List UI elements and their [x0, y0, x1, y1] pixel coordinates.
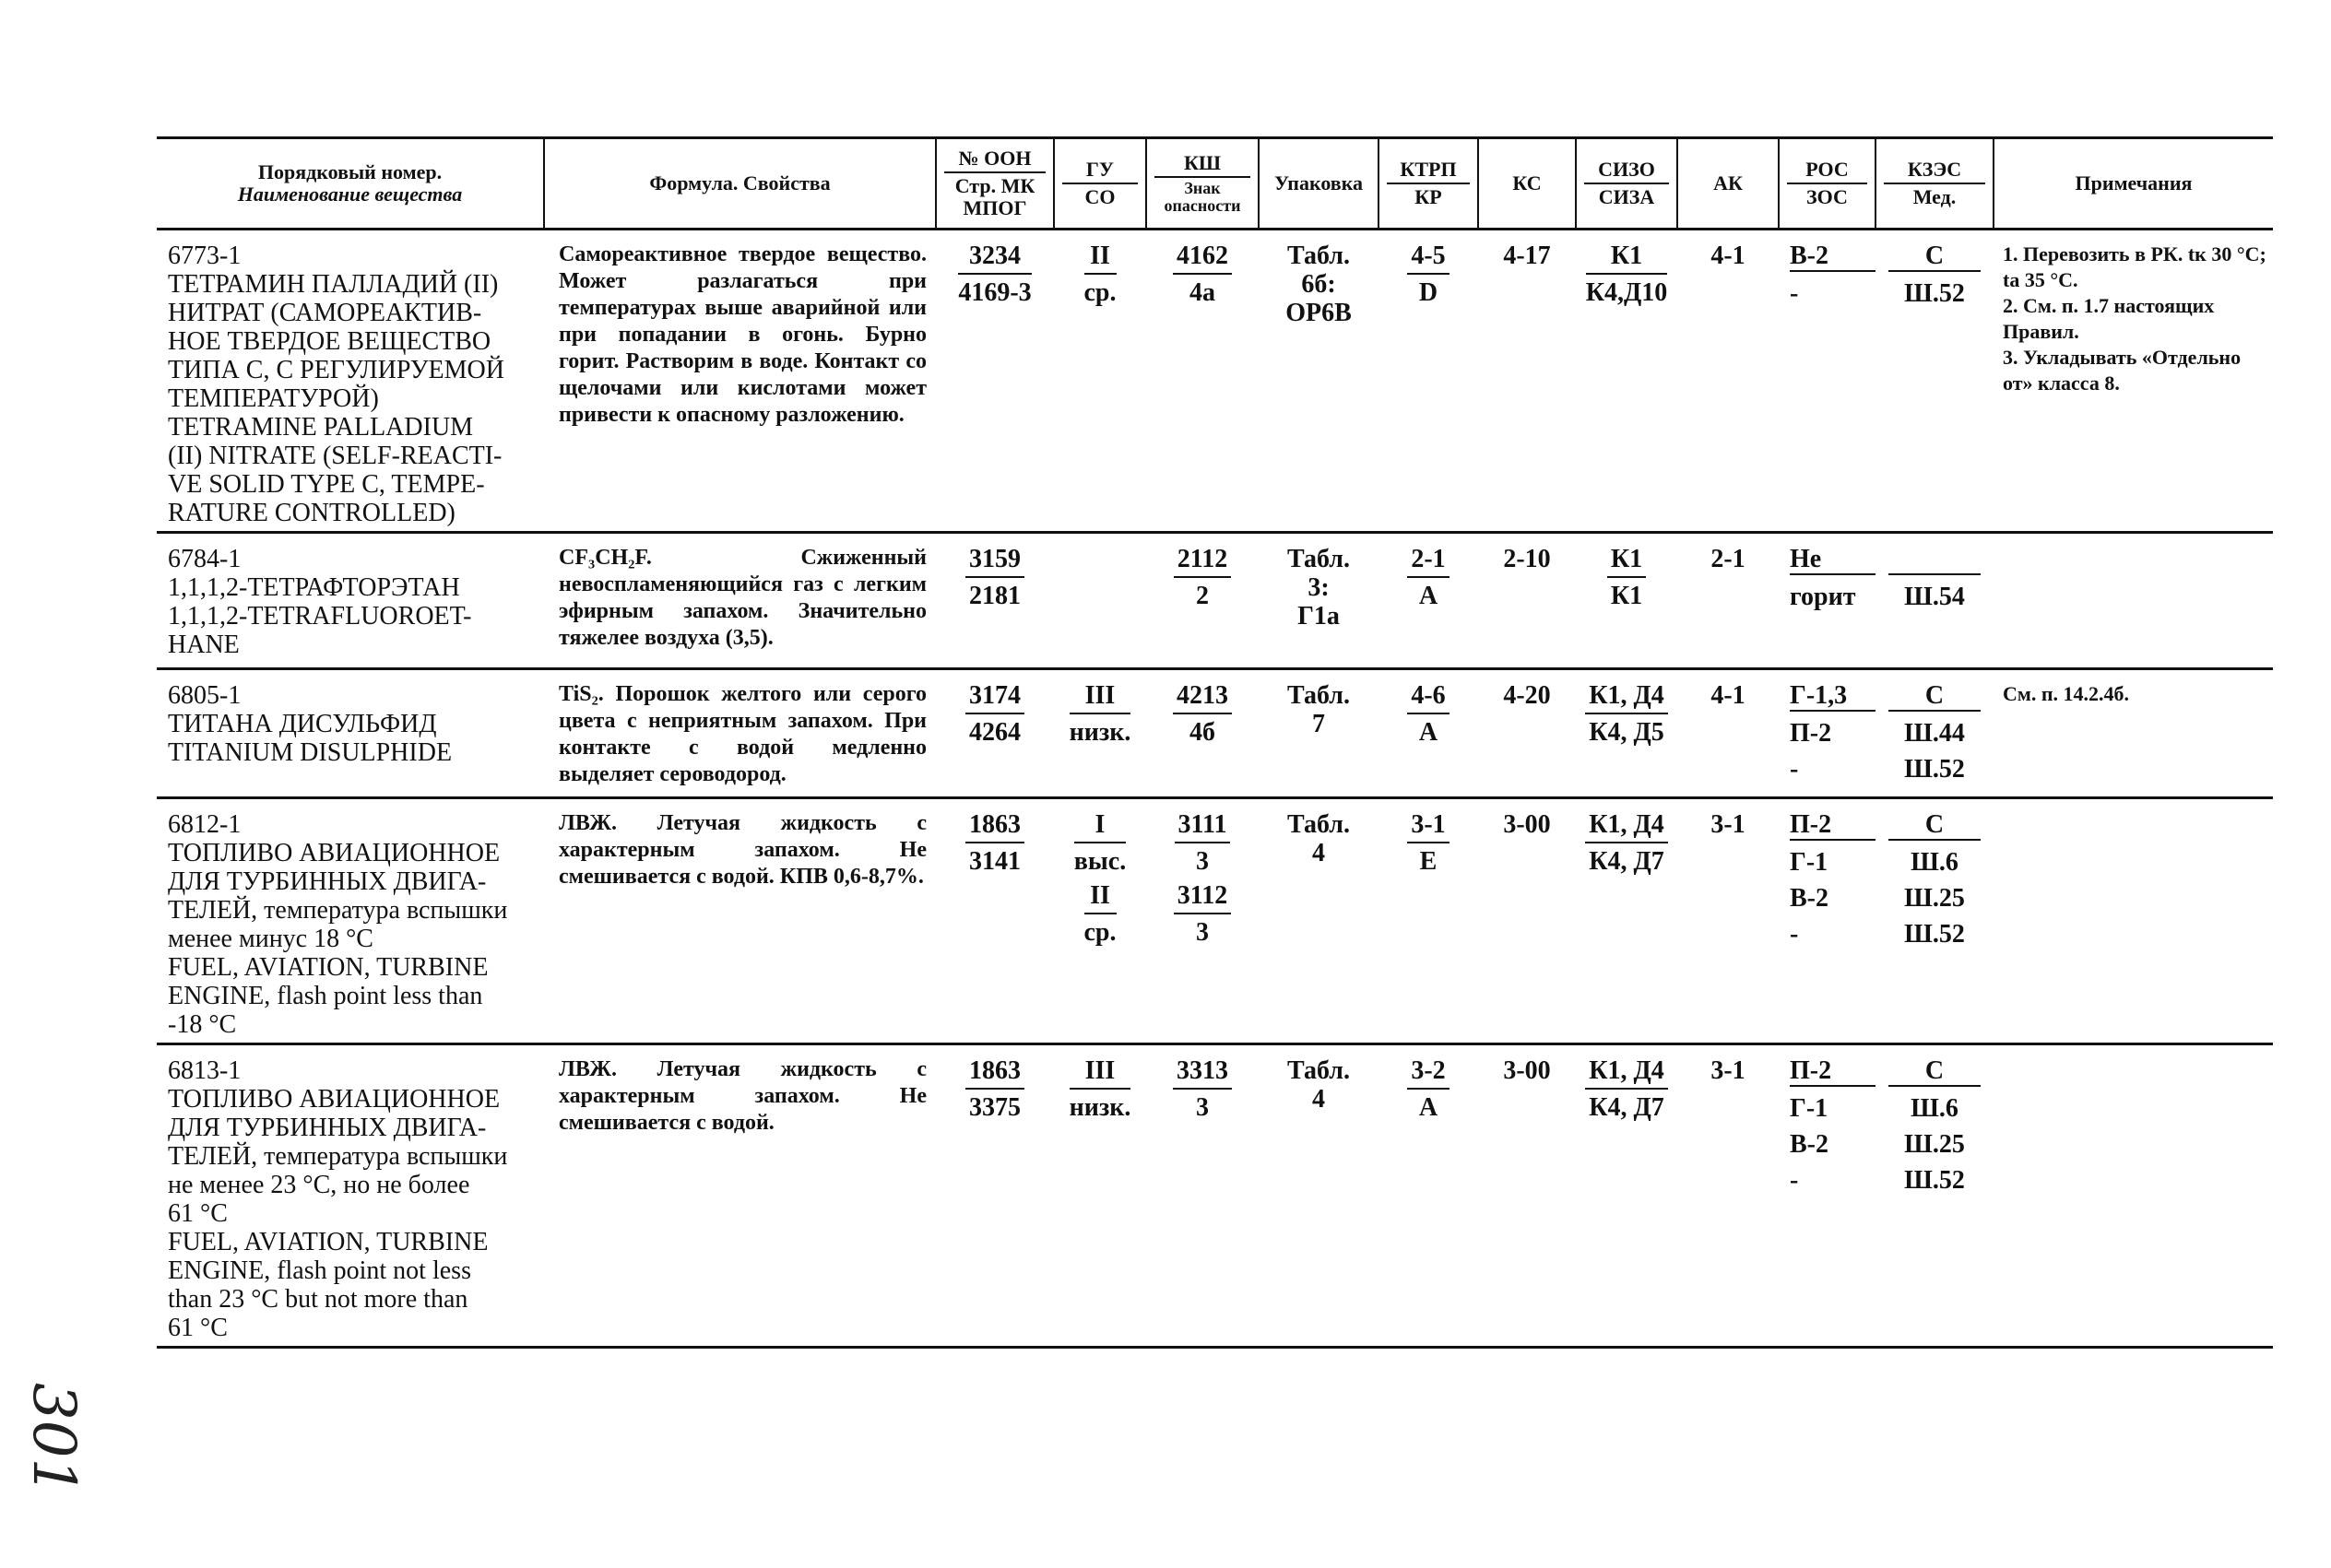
- protection-equipment-top: К1: [1607, 545, 1646, 578]
- header-ktrp: [1378, 138, 1478, 230]
- packing-line: 4: [1312, 1085, 1325, 1114]
- protection-equipment-cell: [1576, 1044, 1677, 1348]
- substance-properties: ЛВЖ. Летучая жидкость с характерным запахом. Не смешивается с водой. КПВ 0,6-8,7%.: [544, 798, 936, 1044]
- header-ksh-bot-1: Знак: [1184, 179, 1221, 197]
- hazard-label-top: 2112: [1174, 545, 1231, 578]
- packing-group-cell: [1054, 669, 1146, 798]
- ros-line: В-2: [1790, 884, 1828, 913]
- header-oon-top: № ООН: [944, 147, 1046, 173]
- hazard-label-bottom: 3: [1196, 918, 1209, 947]
- substance-name-line: FUEL, AVIATION, TURBINE: [168, 1228, 489, 1256]
- un-number-bottom: 4264: [969, 718, 1021, 747]
- substance-name-line: HANE: [168, 631, 240, 659]
- ktrp-fraction: [1407, 681, 1449, 747]
- packing-cell: [1259, 533, 1378, 669]
- ks-code: 3-00: [1478, 1044, 1576, 1348]
- packing-group-fraction: [1084, 242, 1117, 307]
- kzes-line: Ш.52: [1904, 920, 1965, 949]
- ks-code: 4-20: [1478, 669, 1576, 798]
- substance-name-line: RATURE CONTROLLED): [168, 499, 456, 527]
- packing-group-bottom: [1096, 558, 1104, 561]
- substance-name-line: ТЕЛЕЙ, температура вспышки: [168, 1142, 508, 1171]
- protection-equipment-bottom: К4, Д5: [1589, 718, 1664, 747]
- kzes-line: С: [1888, 1056, 1981, 1087]
- ros-line: -: [1790, 1166, 1799, 1195]
- substance-table: [157, 136, 2273, 1349]
- header-oon: [936, 138, 1054, 230]
- table-row: [157, 798, 2273, 1044]
- substance-name-line: 6773-1: [168, 242, 242, 270]
- un-number-top: 3234: [958, 242, 1031, 275]
- header-props: Формула. Свойства: [544, 138, 936, 230]
- packing-group-bottom: низк.: [1069, 718, 1131, 747]
- hazard-label-cell: [1146, 669, 1259, 798]
- ros-line: Г-1: [1790, 1094, 1828, 1123]
- packing-group-top: I: [1074, 810, 1126, 843]
- substance-name-line: не менее 23 °С, но не более: [168, 1171, 470, 1199]
- protection-equipment-bottom: К4, Д7: [1589, 847, 1664, 876]
- ktrp-top: 3-1: [1407, 810, 1449, 843]
- substance-name-line: НИТРАТ (САМОРЕАКТИВ-: [168, 299, 482, 327]
- packing-line: Табл.: [1287, 545, 1350, 573]
- hazard-label-bottom: 3: [1195, 847, 1209, 876]
- protection-equipment-fraction: [1586, 242, 1668, 307]
- hazard-label-fraction: [1175, 810, 1231, 876]
- hazard-label-fraction: [1173, 681, 1232, 747]
- kzes-line: Ш.25: [1904, 884, 1965, 913]
- substance-name-line: ТЕМПЕРАТУРОЙ): [168, 384, 379, 413]
- ktrp-fraction: [1407, 242, 1449, 307]
- protection-equipment-fraction: [1585, 1056, 1668, 1122]
- packing-group-fraction: [1070, 1056, 1131, 1122]
- notes-cell: [1994, 669, 2273, 798]
- packing-line: 3:: [1307, 573, 1330, 602]
- ktrp-cell: [1378, 669, 1478, 798]
- table-row: [157, 669, 2273, 798]
- packing-group-cell: [1054, 798, 1146, 1044]
- protection-equipment-cell: [1576, 798, 1677, 1044]
- kzes-line: Ш.6: [1911, 1094, 1958, 1123]
- kzes-cell: [1875, 669, 1994, 798]
- substance-name-line: ТЕЛЕЙ, температура вспышки: [168, 896, 508, 925]
- protection-equipment-bottom: К4, Д7: [1589, 1093, 1664, 1122]
- packing-group-cell: [1054, 533, 1146, 669]
- substance-name-line: 1,1,1,2-TETRAFLUOROET-: [168, 602, 472, 631]
- hazard-label-fraction: [1174, 545, 1231, 610]
- protection-equipment-fraction: [1607, 545, 1646, 610]
- protection-equipment-cell: [1576, 533, 1677, 669]
- kzes-line: Ш.6: [1911, 848, 1958, 877]
- hazard-label-cell: [1146, 230, 1259, 533]
- kzes-line: С: [1888, 810, 1981, 841]
- hazard-label-top: 4162: [1173, 242, 1232, 275]
- substance-name-line: -18 °С: [168, 1010, 237, 1039]
- ks-code: 3-00: [1478, 798, 1576, 1044]
- substance-name-line: ENGINE, flash point not less: [168, 1256, 471, 1285]
- packing-cell: [1259, 798, 1378, 1044]
- ros-line: -: [1790, 755, 1799, 784]
- substance-name-cell: [157, 1044, 544, 1348]
- ros-line: -: [1790, 920, 1799, 949]
- substance-properties: ЛВЖ. Летучая жидкость с характерным запахом. Не смешивается с водой.: [544, 1044, 936, 1348]
- header-name-line-2: Наименование вещества: [237, 183, 463, 206]
- ktrp-fraction: [1407, 545, 1449, 610]
- kzes-line: Ш.52: [1904, 279, 1965, 308]
- un-number-fraction: [965, 545, 1024, 610]
- substance-name-line: VE SOLID TYPE C, TEMPE-: [168, 470, 485, 499]
- packing-group-cell: [1054, 230, 1146, 533]
- packing-group-fraction: [1074, 810, 1126, 876]
- table-row: [157, 1044, 2273, 1348]
- note-line: 3. Укладывать «Отдельно от» класса 8.: [2003, 346, 2242, 395]
- table-row: [157, 533, 2273, 669]
- ak-code: 3-1: [1677, 1044, 1779, 1348]
- header-ksh-top: КШ: [1154, 152, 1250, 178]
- packing-group-fraction: [1096, 555, 1104, 561]
- ktrp-top: 3-2: [1407, 1056, 1449, 1090]
- substance-name-line: 6784-1: [168, 545, 242, 573]
- packing-group-bottom: выс.: [1073, 847, 1127, 876]
- ak-code: 2-1: [1677, 533, 1779, 669]
- protection-equipment-top: К1: [1586, 242, 1668, 275]
- page-number: 301: [19, 1383, 88, 1496]
- hazard-label-top: 3112: [1174, 881, 1231, 914]
- header-sizo: [1576, 138, 1677, 230]
- header-gu-top: ГУ: [1062, 159, 1138, 184]
- ktrp-bottom: А: [1418, 1093, 1438, 1122]
- packing-group-top: II: [1084, 881, 1117, 914]
- un-number-top: 1863: [965, 810, 1024, 843]
- kzes-line: Ш.25: [1904, 1130, 1965, 1159]
- un-number-fraction: [965, 681, 1024, 747]
- ros-cell: [1779, 533, 1875, 669]
- packing-group-fraction: [1070, 681, 1131, 747]
- packing-line: Г1а: [1297, 602, 1340, 631]
- ros-line: Не: [1790, 545, 1875, 575]
- packing-group-cell: [1054, 1044, 1146, 1348]
- un-number-cell: [936, 533, 1054, 669]
- substance-name-line: ДЛЯ ТУРБИННЫХ ДВИГА-: [168, 1114, 487, 1142]
- ros-line: горит: [1790, 583, 1856, 611]
- packing-line: ОР6В: [1285, 299, 1352, 327]
- substance-name-line: ТОПЛИВО АВИАЦИОННОЕ: [168, 1085, 501, 1114]
- ktrp-top: 4-6: [1407, 681, 1449, 714]
- substance-name-line: ENGINE, flash point less than: [168, 982, 483, 1010]
- substance-name-line: ТОПЛИВО АВИАЦИОННОЕ: [168, 839, 501, 867]
- ros-line: -: [1790, 279, 1799, 308]
- hazard-label-bottom: 4б: [1189, 718, 1215, 747]
- header-ksh: [1146, 138, 1259, 230]
- kzes-line: [1888, 545, 1981, 575]
- hazard-label-cell: [1146, 533, 1259, 669]
- ktrp-bottom: D: [1418, 278, 1438, 307]
- ros-line: П-2: [1790, 719, 1832, 748]
- ks-code: 2-10: [1478, 533, 1576, 669]
- hazard-label-top: 3111: [1175, 810, 1231, 843]
- substance-name-line: менее минус 18 °С: [168, 925, 373, 953]
- un-number-fraction: [965, 1056, 1024, 1122]
- table-row: [157, 230, 2273, 533]
- header-gu-bot: СО: [1084, 185, 1116, 208]
- ak-code: 3-1: [1677, 798, 1779, 1044]
- substance-name-line: 6805-1: [168, 681, 242, 710]
- un-number-bottom: 3141: [969, 847, 1021, 876]
- packing-group-fraction: [1084, 881, 1117, 947]
- ros-line: П-2: [1790, 1056, 1875, 1087]
- header-sizo-top: СИЗО: [1584, 159, 1669, 184]
- substance-name-line: ДЛЯ ТУРБИННЫХ ДВИГА-: [168, 867, 487, 896]
- ktrp-cell: [1378, 798, 1478, 1044]
- header-oon-bot-2: МПОГ: [963, 196, 1027, 219]
- ros-line: П-2: [1790, 810, 1875, 841]
- hazard-label-bottom: 4а: [1189, 278, 1215, 307]
- substance-name-line: than 23 °C but not more than: [168, 1285, 468, 1314]
- ktrp-top: 4-5: [1407, 242, 1449, 275]
- kzes-cell: [1875, 798, 1994, 1044]
- ros-cell: [1779, 1044, 1875, 1348]
- substance-name-cell: [157, 533, 544, 669]
- kzes-cell: [1875, 230, 1994, 533]
- header-notes: Примечания: [1994, 138, 2273, 230]
- protection-equipment-fraction: [1585, 810, 1668, 876]
- protection-equipment-bottom: К4,Д10: [1585, 278, 1668, 307]
- un-number-bottom: 3375: [969, 1093, 1021, 1122]
- hazard-label-top: 4213: [1173, 681, 1232, 714]
- substance-name-line: ТИПА С, С РЕГУЛИРУЕМОЙ: [168, 356, 504, 384]
- header-pack: Упаковка: [1259, 138, 1378, 230]
- note-line: См. п. 14.2.4б.: [2003, 682, 2130, 705]
- un-number-top: 3159: [965, 545, 1024, 578]
- notes-cell: [1994, 230, 2273, 533]
- substance-properties: CF₃CH₂F. Сжиженный невоспламеняющийся газ с легким эфирным запахом. Значительно тяжелее воздуха (3,5).: [544, 533, 936, 669]
- hazard-label-bottom: 3: [1196, 1093, 1209, 1122]
- packing-line: Табл.: [1287, 681, 1350, 710]
- header-ks: КС: [1478, 138, 1576, 230]
- un-number-fraction: [965, 810, 1024, 876]
- substance-name-line: FUEL, AVIATION, TURBINE: [168, 953, 489, 982]
- substance-name-line: 61 °С: [168, 1314, 228, 1342]
- header-kzes-bot: Мед.: [1912, 185, 1957, 208]
- ktrp-fraction: [1407, 810, 1449, 876]
- ros-line: Г-1,3: [1790, 681, 1875, 712]
- protection-equipment-bottom: К1: [1610, 582, 1643, 610]
- substance-name-cell: [157, 669, 544, 798]
- un-number-bottom: 2181: [969, 582, 1021, 610]
- packing-group-bottom: ср.: [1083, 918, 1117, 947]
- substance-name-cell: [157, 230, 544, 533]
- table-body: [157, 230, 2273, 1348]
- un-number-cell: [936, 798, 1054, 1044]
- substance-name-line: ТИТАНА ДИСУЛЬФИД: [168, 710, 437, 738]
- substance-name-line: 6812-1: [168, 810, 242, 839]
- substance-name-line: TETRAMINE PALLADIUM: [168, 413, 474, 442]
- packing-line: 7: [1312, 710, 1325, 738]
- protection-equipment-top: К1, Д4: [1585, 1056, 1668, 1090]
- header-ktrp-top: КТРП: [1387, 159, 1470, 184]
- un-number-top: 3174: [965, 681, 1024, 714]
- substance-name-line: (II) NITRATE (SELF-REACTI-: [168, 442, 503, 470]
- substance-name-cell: [157, 798, 544, 1044]
- ktrp-bottom: А: [1418, 718, 1438, 747]
- un-number-bottom: 4169-3: [958, 278, 1032, 307]
- hazard-label-bottom: 2: [1196, 582, 1209, 610]
- header-sizo-bot: СИЗА: [1598, 185, 1655, 208]
- header-ktrp-bot: КР: [1414, 185, 1442, 208]
- ros-cell: [1779, 669, 1875, 798]
- kzes-line: Ш.52: [1904, 1166, 1965, 1195]
- packing-cell: [1259, 1044, 1378, 1348]
- ros-line: Г-1: [1790, 848, 1828, 877]
- header-ros-top: РОС: [1787, 159, 1867, 184]
- ros-line: В-2: [1790, 242, 1875, 272]
- substance-name-line: 61 °С: [168, 1199, 228, 1228]
- un-number-top: 1863: [965, 1056, 1024, 1090]
- kzes-cell: [1875, 1044, 1994, 1348]
- protection-equipment-top: К1, Д4: [1585, 681, 1668, 714]
- packing-line: 4: [1312, 839, 1325, 867]
- header-name-line-1: Порядковый номер.: [257, 160, 443, 183]
- ros-cell: [1779, 230, 1875, 533]
- substance-name-line: 6813-1: [168, 1056, 242, 1085]
- notes-cell: [1994, 533, 2273, 669]
- hazard-label-fraction: [1173, 1056, 1232, 1122]
- ktrp-fraction: [1407, 1056, 1449, 1122]
- ktrp-cell: [1378, 230, 1478, 533]
- hazard-label-cell: [1146, 798, 1259, 1044]
- header-ros: [1779, 138, 1875, 230]
- hazard-label-top: 3313: [1173, 1056, 1232, 1090]
- ks-code: 4-17: [1478, 230, 1576, 533]
- ak-code: 4-1: [1677, 669, 1779, 798]
- un-number-cell: [936, 669, 1054, 798]
- notes-cell: [1994, 798, 2273, 1044]
- protection-equipment-fraction: [1585, 681, 1668, 747]
- hazard-label-cell: [1146, 1044, 1259, 1348]
- protection-equipment-top: К1, Д4: [1585, 810, 1668, 843]
- packing-cell: [1259, 669, 1378, 798]
- header-kzes: [1875, 138, 1994, 230]
- kzes-line: Ш.54: [1904, 583, 1965, 611]
- hazard-label-fraction: [1174, 881, 1231, 947]
- protection-equipment-cell: [1576, 669, 1677, 798]
- ktrp-cell: [1378, 1044, 1478, 1348]
- packing-group-top: III: [1070, 1056, 1131, 1090]
- kzes-line: Ш.44: [1904, 719, 1965, 748]
- packing-group-top: II: [1084, 242, 1117, 275]
- packing-line: 6б:: [1301, 270, 1336, 299]
- ktrp-cell: [1378, 533, 1478, 669]
- packing-group-top: III: [1070, 681, 1131, 714]
- packing-group-bottom: низк.: [1069, 1093, 1131, 1122]
- note-line: 2. См. п. 1.7 настоящих Правил.: [2003, 294, 2215, 343]
- header-ak: АК: [1677, 138, 1779, 230]
- un-number-cell: [936, 230, 1054, 533]
- ros-cell: [1779, 798, 1875, 1044]
- kzes-line: С: [1888, 681, 1981, 712]
- un-number-cell: [936, 1044, 1054, 1348]
- header-ros-bot: ЗОС: [1806, 185, 1848, 208]
- un-number-fraction: [958, 242, 1031, 307]
- packing-cell: [1259, 230, 1378, 533]
- header-oon-bot-1: Стр. МК: [954, 174, 1035, 197]
- header-gu: [1054, 138, 1146, 230]
- packing-line: Табл.: [1287, 1056, 1350, 1085]
- header-name: [157, 138, 544, 230]
- packing-line: Табл.: [1287, 242, 1350, 270]
- header-ksh-bot-2: опасности: [1164, 196, 1241, 215]
- packing-group-bottom: ср.: [1083, 278, 1117, 307]
- notes-cell: [1994, 1044, 2273, 1348]
- kzes-cell: [1875, 533, 1994, 669]
- ktrp-top: 2-1: [1407, 545, 1449, 578]
- substance-name-line: TITANIUM DISULPHIDE: [168, 738, 453, 767]
- note-line: 1. Перевозить в РК. tк 30 °С; tа 35 °С.: [2003, 242, 2266, 291]
- substance-name-line: 1,1,1,2-ТЕТРАФТОРЭТАН: [168, 573, 460, 602]
- substance-name-line: НОЕ ТВЕРДОЕ ВЕЩЕСТВО: [168, 327, 491, 356]
- kzes-line: Ш.52: [1904, 755, 1965, 784]
- table-header: [157, 138, 2273, 230]
- packing-line: Табл.: [1287, 810, 1350, 839]
- substance-name-line: ТЕТРАМИН ПАЛЛАДИЙ (II): [168, 270, 499, 299]
- ktrp-bottom: А: [1418, 582, 1438, 610]
- hazard-label-fraction: [1173, 242, 1232, 307]
- ak-code: 4-1: [1677, 230, 1779, 533]
- ros-line: В-2: [1790, 1130, 1828, 1159]
- substance-properties: Самореактивное твердое вещество. Может разлагаться при температурах выше аварийной или при попадании в огонь. Бурно горит. Растворим в воде. Контакт со щелочами или кислотами может привести к опасному разложению.: [544, 230, 936, 533]
- header-kzes-top: КЗЭС: [1884, 159, 1985, 184]
- ktrp-bottom: Е: [1419, 847, 1438, 876]
- substance-properties: TiS₂. Порошок желтого или серого цвета с неприятным запахом. При контакте с водой медленно выделяет сероводород.: [544, 669, 936, 798]
- kzes-line: С: [1888, 242, 1981, 272]
- protection-equipment-cell: [1576, 230, 1677, 533]
